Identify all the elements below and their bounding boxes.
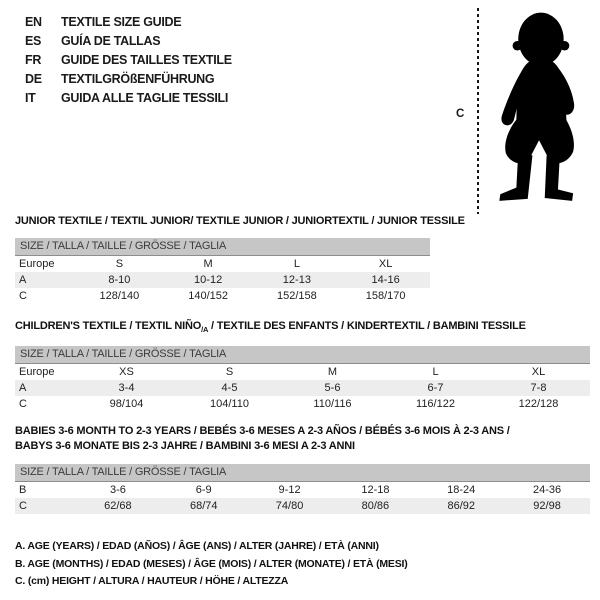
size-cell: 92/98 <box>533 500 561 512</box>
size-cell: 74/80 <box>275 500 304 512</box>
size-cell: M <box>203 258 213 270</box>
size-cell: 12-18 <box>361 484 390 496</box>
size-cell: 104/110 <box>210 398 249 410</box>
size-cell: S <box>115 258 124 270</box>
size-cell: 62/68 <box>104 500 132 512</box>
row-label: B <box>19 484 27 496</box>
size-cell: 80/86 <box>361 500 390 512</box>
height-figure <box>452 6 598 218</box>
size-cell: 68/74 <box>189 500 218 512</box>
language-row-fr <box>25 51 232 70</box>
table-row <box>15 482 590 498</box>
size-cell: 128/140 <box>99 290 140 302</box>
size-cell: 158/170 <box>365 290 406 302</box>
footnote: C. (cm) HEIGHT / ALTURA / HAUTEUR / HÖHE / ALTEZZA <box>15 575 289 587</box>
babies-section-title <box>15 424 510 454</box>
row-label: C <box>19 290 27 302</box>
size-cell: 116/122 <box>416 398 455 410</box>
junior-size-table <box>15 238 430 304</box>
size-cell: 12-13 <box>282 274 311 286</box>
row-label: Europe <box>19 366 55 378</box>
language-row-en <box>25 13 232 32</box>
table-row <box>15 380 590 396</box>
row-label: Europe <box>19 258 55 270</box>
height-dashed-line-icon <box>477 8 479 214</box>
language-title: TEXTILE SIZE GUIDE <box>61 15 182 29</box>
size-cell: 110/116 <box>313 398 352 410</box>
language-code: ES <box>25 34 42 48</box>
size-cell: 18-24 <box>447 484 476 496</box>
row-label: C <box>19 398 27 410</box>
size-cell: 6-7 <box>427 382 444 394</box>
language-code: EN <box>25 15 42 29</box>
size-cell: L <box>293 258 300 270</box>
size-cell: XS <box>119 366 134 378</box>
language-code: IT <box>25 91 36 105</box>
size-cell: 9-12 <box>278 484 301 496</box>
size-cell: XL <box>378 258 393 270</box>
table-row <box>15 396 590 412</box>
junior-size-header-bar: SIZE / TALLA / TAILLE / GRÖSSE / TAGLIA <box>15 238 430 256</box>
size-cell: 4-5 <box>221 382 238 394</box>
babies-title-line1: BABIES 3-6 MONTH TO 2-3 YEARS / BEBÉS 3-6 MESES A 2-3 AÑOS / BÉBÉS 3-6 MOIS À 2-3 ANS / <box>15 425 510 437</box>
language-list <box>25 13 232 108</box>
baby-silhouette-icon <box>488 8 592 214</box>
size-cell: 10-12 <box>194 274 223 286</box>
table-row <box>15 288 430 304</box>
language-code: DE <box>25 72 42 86</box>
language-title: TEXTILGRÖßENFÜHRUNG <box>61 72 215 86</box>
size-cell: S <box>225 366 234 378</box>
size-cell: 152/158 <box>276 290 317 302</box>
size-cell: 3-6 <box>109 484 126 496</box>
table-row <box>15 272 430 288</box>
footnote: B. AGE (MONTHS) / EDAD (MESES) / ÂGE (MOIS) / ALTER (MONATE) / ETÀ (MESI) <box>15 557 408 570</box>
size-cell: M <box>327 366 338 378</box>
language-row-es <box>25 32 232 51</box>
children-section-title: CHILDREN'S TEXTILE / TEXTIL $NIÑO_{/A}$ / TEXTILE DES ENFANTS / KINDERTEXTIL / BAMBINI TESSILE <box>15 320 526 335</box>
table-row <box>15 364 590 380</box>
junior-section-title: JUNIOR TEXTILE / TEXTIL JUNIOR/ TEXTILE JUNIOR / JUNIORTEXTIL / JUNIOR TESSILE <box>15 215 465 227</box>
row-label: A <box>19 274 27 286</box>
language-code: FR <box>25 53 42 67</box>
language-title: GUIDA ALLE TAGLIE TESSILI <box>61 91 229 105</box>
language-row-de <box>25 70 232 89</box>
size-cell: 140/152 <box>188 290 228 302</box>
size-cell: 122/128 <box>518 398 559 410</box>
babies-title-line2: BABYS 3-6 MONATE BIS 2-3 JAHRE / BAMBINI 3-6 MESI A 2-3 ANNI <box>15 440 355 452</box>
legend-footnotes <box>15 538 408 591</box>
table-row <box>15 498 590 514</box>
height-measure-label: C <box>456 108 465 120</box>
size-cell: 5-6 <box>324 382 341 394</box>
row-label: C <box>19 500 27 512</box>
babies-size-header-bar: SIZE / TALLA / TAILLE / GRÖSSE / TAGLIA <box>15 464 590 482</box>
table-row <box>15 256 430 272</box>
language-title: GUIDE DES TAILLES TEXTILE <box>61 53 232 67</box>
children-size-table <box>15 346 590 412</box>
language-title: GUÍA DE TALLAS <box>61 34 161 48</box>
size-cell: 7-8 <box>530 382 547 394</box>
size-cell: 98/104 <box>109 398 144 410</box>
footnote: A. AGE (YEARS) / EDAD (AÑOS) / ÂGE (ANS) / ALTER (JAHRE) / ETÀ (ANNI) <box>15 540 379 552</box>
row-label: A <box>19 382 27 394</box>
children-size-header-bar: SIZE / TALLA / TAILLE / GRÖSSE / TAGLIA <box>15 346 590 364</box>
size-cell: 86/92 <box>447 500 475 512</box>
size-cell: 3-4 <box>118 382 135 394</box>
size-cell: 8-10 <box>108 274 131 286</box>
babies-size-table <box>15 464 590 514</box>
size-cell: 6-9 <box>195 484 212 496</box>
language-row-it <box>25 89 232 108</box>
size-cell: L <box>432 366 439 378</box>
size-cell: 24-36 <box>532 484 562 496</box>
size-cell: XL <box>531 366 546 378</box>
size-cell: 14-16 <box>371 274 400 286</box>
